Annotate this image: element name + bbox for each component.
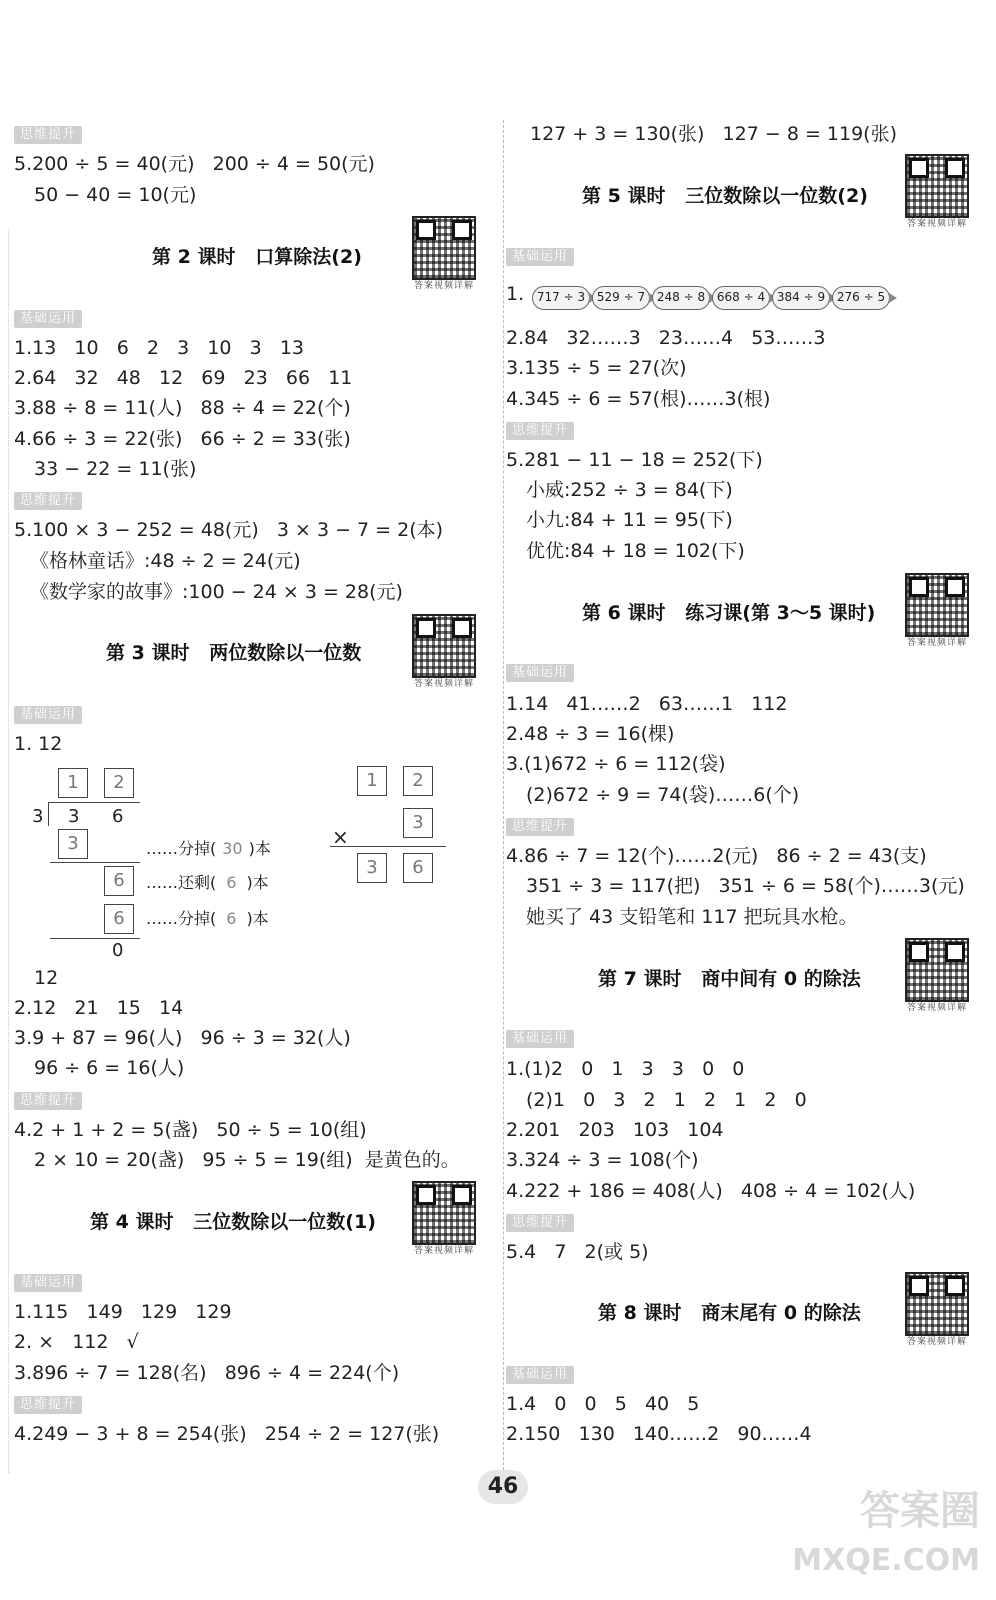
left-margin-rule: [8, 228, 9, 1473]
answer-line: 她买了 43 支铅笔和 117 把玩具水枪。: [526, 906, 858, 928]
answer-line: 127 + 3 = 130(张) 127 − 8 = 119(张): [530, 123, 898, 145]
candy-expression: 248 ÷ 8: [652, 286, 710, 310]
watermark-text: 答案圈: [860, 1488, 980, 1534]
factor-box: 1: [357, 766, 387, 796]
badge-basic: 基础运用: [14, 310, 82, 328]
qr-code-icon: [905, 1272, 969, 1336]
lesson-6-heading: 第 6 课时 练习课(第 3～5 课时): [582, 602, 876, 624]
badge-thinking: 思维提升: [506, 818, 574, 836]
qr-code-lesson-5[interactable]: [905, 154, 969, 230]
answer-line: 4.66 ÷ 3 = 22(张) 66 ÷ 2 = 33(张): [14, 428, 351, 450]
step-note: ……还剩( 6 )本: [146, 873, 269, 892]
answer-line: 96 ÷ 6 = 16(人): [34, 1057, 185, 1079]
answer-line: 1.(1)2 0 1 3 3 0 0: [506, 1058, 745, 1080]
qr-code-lesson-3[interactable]: [412, 614, 476, 690]
page-number: 46: [478, 1470, 528, 1504]
qr-caption: 答案视频详解: [413, 281, 474, 291]
answer-line: 4.249 − 3 + 8 = 254(张) 254 ÷ 2 = 127(张): [14, 1423, 440, 1445]
answer-line: 1. 12: [14, 733, 63, 755]
answer-line: 5.281 − 11 − 18 = 252(下): [506, 449, 763, 471]
lesson-3-heading: 第 3 课时 两位数除以一位数: [106, 642, 362, 664]
qr-code-lesson-7[interactable]: [905, 938, 969, 1014]
product-box: 3: [357, 853, 387, 883]
answer-line: 2.12 21 15 14: [14, 997, 184, 1019]
candy-expression: 529 ÷ 7: [592, 286, 650, 310]
column-divider: [503, 120, 504, 1485]
answer-line: 2.201 203 103 104: [506, 1119, 724, 1141]
qr-caption: 答案视频详解: [906, 638, 967, 648]
qr-code-lesson-6[interactable]: [905, 573, 969, 649]
watermark-url: MXQE.COM: [792, 1543, 980, 1578]
qr-code-lesson-2[interactable]: [412, 216, 476, 292]
answer-line: 3.(1)672 ÷ 6 = 112(袋): [506, 753, 726, 775]
qr-code-icon: [412, 614, 476, 678]
qr-code-icon: [905, 938, 969, 1002]
badge-basic: 基础运用: [506, 1030, 574, 1048]
qr-code-icon: [905, 573, 969, 637]
answer-line: 3.88 ÷ 8 = 11(人) 88 ÷ 4 = 22(个): [14, 397, 351, 419]
quotient-box: 1: [58, 768, 88, 798]
answer-line: 2.150 130 140……2 90……4: [506, 1423, 812, 1445]
answer-line: 4.222 + 186 = 408(人) 408 ÷ 4 = 102(人): [506, 1180, 916, 1202]
answer-line: 5.4 7 2(或 5): [506, 1241, 649, 1263]
lesson-2-heading: 第 2 课时 口算除法(2): [152, 246, 362, 268]
step-box: 6: [104, 904, 134, 934]
badge-thinking: 思维提升: [14, 1396, 82, 1414]
qr-code-icon: [412, 216, 476, 280]
division-bracket: [48, 802, 49, 826]
answer-line: 2.64 32 48 12 69 23 66 11: [14, 367, 353, 389]
answer-line: 1.4 0 0 5 40 5: [506, 1393, 700, 1415]
answer-line: 50 − 40 = 10(元): [34, 184, 197, 206]
product-line: [330, 846, 446, 847]
qr-caption: 答案视频详解: [413, 679, 474, 689]
answer-line: 2.48 ÷ 3 = 16(棵): [506, 723, 675, 745]
answer-line: 351 ÷ 3 = 117(把) 351 ÷ 6 = 58(个)……3(元): [526, 875, 965, 897]
answer-line: 3.896 ÷ 7 = 128(名) 896 ÷ 4 = 224(个): [14, 1362, 400, 1384]
qr-caption: 答案视频详解: [906, 219, 967, 229]
times-sign: ×: [332, 825, 349, 849]
badge-thinking: 思维提升: [14, 492, 82, 510]
qr-code-icon: [412, 1181, 476, 1245]
division-bar: [48, 802, 140, 803]
candy-row: [532, 286, 890, 310]
badge-thinking: 思维提升: [14, 126, 82, 144]
answer-line: 3.324 ÷ 3 = 108(个): [506, 1149, 699, 1171]
answer-line: 5.100 × 3 − 252 = 48(元) 3 × 3 − 7 = 2(本): [14, 519, 444, 541]
lesson-5-heading: 第 5 课时 三位数除以一位数(2): [582, 185, 868, 207]
lesson-4-heading: 第 4 课时 三位数除以一位数(1): [90, 1211, 376, 1233]
step-box: 3: [58, 829, 88, 859]
qr-code-lesson-4[interactable]: [412, 1181, 476, 1257]
answer-line: 《格林童话》:48 ÷ 2 = 24(元): [30, 550, 301, 572]
factor-box: 2: [403, 766, 433, 796]
answer-line: 1.13 10 6 2 3 10 3 13: [14, 337, 305, 359]
answer-line: 1.14 41……2 63……1 112: [506, 693, 788, 715]
badge-thinking: 思维提升: [506, 422, 574, 440]
answer-line: 小威:252 ÷ 3 = 84(下): [526, 479, 733, 501]
lesson-8-heading: 第 8 课时 商末尾有 0 的除法: [598, 1302, 861, 1324]
candy-expression: 717 ÷ 3: [532, 286, 590, 310]
answer-line: 1.: [506, 283, 525, 305]
answer-line: 小九:84 + 11 = 95(下): [526, 509, 733, 531]
watermark-logo: [790, 1486, 980, 1586]
badge-basic: 基础运用: [14, 1274, 82, 1292]
qr-caption: 答案视频详解: [906, 1003, 967, 1013]
quotient-box: 2: [104, 768, 134, 798]
step-note: ……分掉( 6 )本: [146, 909, 269, 928]
answer-line: 3.135 ÷ 5 = 27(次): [506, 357, 687, 379]
qr-caption: 答案视频详解: [413, 1246, 474, 1256]
candy-expression: 668 ÷ 4: [712, 286, 770, 310]
answer-line: 2.84 32……3 23……4 53……3: [506, 327, 826, 349]
answer-line: 33 − 22 = 11(张): [34, 458, 197, 480]
dividend-digit: 3: [68, 806, 80, 827]
answer-line: 优优:84 + 18 = 102(下): [526, 540, 745, 562]
qr-code-icon: [905, 154, 969, 218]
answer-line: 4.345 ÷ 6 = 57(根)……3(根): [506, 388, 771, 410]
division-line: [50, 938, 140, 939]
answer-line: 2. × 112 √: [14, 1331, 139, 1353]
remainder: 0: [112, 940, 124, 961]
lesson-7-heading: 第 7 课时 商中间有 0 的除法: [598, 968, 861, 990]
division-line: [50, 862, 140, 863]
answer-line: 2 × 10 = 20(盏) 95 ÷ 5 = 19(组) 是黄色的。: [34, 1149, 460, 1171]
divisor: 3: [32, 806, 44, 827]
badge-thinking: 思维提升: [14, 1092, 82, 1110]
product-box: 6: [403, 853, 433, 883]
step-box: 6: [104, 866, 134, 896]
answer-line: 4.86 ÷ 7 = 12(个)……2(元) 86 ÷ 2 = 43(支): [506, 845, 927, 867]
dividend-digit: 6: [112, 806, 124, 827]
answer-line: 3.9 + 87 = 96(人) 96 ÷ 3 = 32(人): [14, 1027, 351, 1049]
candy-expression: 384 ÷ 9: [772, 286, 830, 310]
answer-line: (2)672 ÷ 9 = 74(袋)……6(个): [526, 784, 800, 806]
candy-expression: 276 ÷ 5: [832, 286, 890, 310]
answer-line: 1.115 149 129 129: [14, 1301, 232, 1323]
qr-code-lesson-8[interactable]: [905, 1272, 969, 1348]
badge-thinking: 思维提升: [506, 1214, 574, 1232]
answer-line: 5.200 ÷ 5 = 40(元) 200 ÷ 4 = 50(元): [14, 153, 375, 175]
step-note: ……分掉( 30 )本: [146, 839, 271, 858]
badge-basic: 基础运用: [506, 1366, 574, 1384]
answer-line: 《数学家的故事》:100 − 24 × 3 = 28(元): [30, 581, 403, 603]
answer-line: 4.2 + 1 + 2 = 5(盏) 50 ÷ 5 = 10(组): [14, 1119, 367, 1141]
badge-basic: 基础运用: [506, 664, 574, 682]
answer-line: (2)1 0 3 2 1 2 1 2 0: [526, 1089, 807, 1111]
qr-caption: 答案视频详解: [906, 1337, 967, 1347]
factor-box: 3: [403, 808, 433, 838]
badge-basic: 基础运用: [14, 706, 82, 724]
badge-basic: 基础运用: [506, 248, 574, 266]
answer-line: 12: [34, 967, 59, 989]
